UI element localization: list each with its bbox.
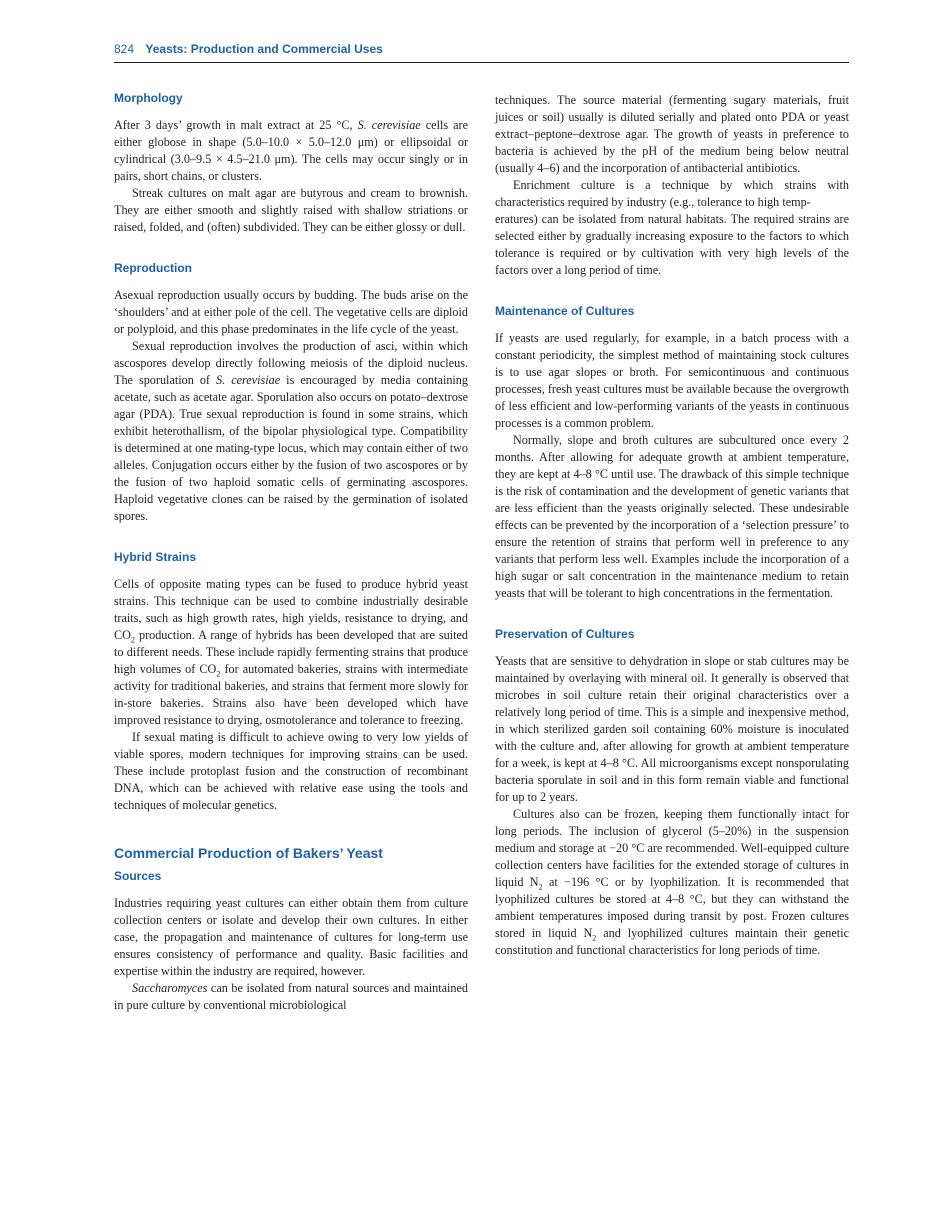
morphology-heading: Morphology — [114, 91, 183, 105]
sources-continued-paragraph: techniques. The source material (fermenting sugary materials, fruit juices or soil) usually is diluted serially and plated onto PDA or yeast extract–peptone–dextrose agar. The growth of yeasts in preference to bacteria is achieved by the pH of the medium being below neutral (usually 4–6) and the incorporation of antibacterial antibiotics. — [495, 93, 849, 175]
running-title: Yeasts: Production and Commercial Uses — [145, 42, 383, 56]
maintenance-heading: Maintenance of Cultures — [495, 304, 635, 318]
maintenance-paragraph-2: Normally, slope and broth cultures are subcultured once every 2 months. After allowing for adequate growth at ambient temperature, they are kept at 4–8 °C until use. The drawback of this simple technique is the risk of contamination and the development of genetic variants that are less efficient than the yeasts originally selected. These undesirable effects can be prevented by the incorporation of a ‘selection pressure’ to ensure the retention of strains that perform well in preference to any variants that perform less well. Examples include the incorporation of a high sugar or salt concentration in the maintenance medium to retain yeasts that will be tolerant to high concentrations in the fermentation. — [495, 433, 849, 600]
morphology-paragraph-1: After 3 days’ growth in malt extract at 25 °C, S. cerevisiae cells are either globose in shape (5.0–10.0 × 5.0–12.0 μm) or ellipsoidal or cylindrical (3.0–9.5 × 4.5–21.0 μm). The cells may occur singly or in pairs, short chains, or clusters. — [114, 118, 469, 183]
hybrid-strains-heading: Hybrid Strains — [114, 550, 197, 564]
morphology-paragraph-2: Streak cultures on malt agar are butyrous and cream to brownish. They are either smooth and slightly raised with shallow striations or raised, folded, and (often) subdivided. They can be either glossy or dull. — [114, 186, 468, 234]
reproduction-paragraph-2: Sexual reproduction involves the production of asci, within which ascospores develop directly following meiosis of the diploid nucleus. The sporulation of S. cerevisiae is encouraged by media containing acetate, such as acetate agar. Sporulation also occurs on potato–dextrose agar (PDA). True sexual reproduction is found in some strains, which exhibit heterothallism, of the bipolar physiological type. Compatibility is determined at one mating-type locus, which may contain either of two alleles. Conjugation occurs either by the fusion of two ascospores or by the fusion of two haploid somatic cells of germinating ascospores. Haploid vegetative clones can be raised by the germination of isolated spores. — [114, 339, 468, 523]
sources-heading: Sources — [114, 869, 162, 883]
reproduction-paragraph-1: Asexual reproduction usually occurs by budding. The buds arise on the ‘shoulders’ and at either pole of the cell. The vegetative cells are diploid or polyploid, and this phase predominates in the life cycle of the yeast. — [114, 288, 468, 336]
commercial-production-heading: Commercial Production of Bakers’ Yeast — [114, 845, 383, 861]
hybrid-paragraph-1: Cells of opposite mating types can be fused to produce hybrid yeast strains. This technique can be used to combine industrially desirable traits, such as high growth rates, high yields, resistance to drying, and $CO_2$ production. A range of hybrids has been developed that are suited to different needs. These include rapidly fermenting strains that produce high volumes of $CO_2$ for automated bakeries, strains with intermediate activity for traditional bakeries, and strains that ferment more slowly for in-store bakeries. Strains also have been developed which have improved resistance to drying, osmotolerance and tolerance to freezing. — [114, 577, 468, 727]
right-column — [495, 92, 849, 959]
preservation-paragraph-1: Yeasts that are sensitive to dehydration in slope or stab cultures may be maintained by overlaying with mineral oil. It generally is observed that microbes in soil culture retain their original characteristics over a relatively long period of time. This is a simple and inexpensive method, in which sterilized garden soil containing 60% moisture is inoculated with the culture and, after allowing for growth at ambient temperature for a week, is kept at 4–8 °C. All microorganisms except nonsporulating bacteria sporulate in soil and in this form remain viable and functional for up to 2 years. — [495, 654, 849, 804]
enrichment-paragraph: Enrichment culture is a technique by which strains with characteristics required by industry (e.g., tolerance to high temp- eratures) can be isolated from natural habitats. The required strains are selected either by gradually increasing exposure to the factors to which tolerance is required or by cultivation with very high levels of the factors over a long period of time. — [495, 178, 849, 277]
reproduction-heading: Reproduction — [114, 261, 192, 275]
sources-paragraph-1: Industries requiring yeast cultures can either obtain them from culture collection centers or isolate and develop their own cultures. In either case, the propagation and maintenance of cultures for long-term use ensures consistency of performance and quality. Basic facilities and expertise within the industry are required, however. — [114, 896, 468, 978]
left-column — [114, 90, 468, 1014]
preservation-paragraph-2: Cultures also can be frozen, keeping them functionally intact for long periods. The inclusion of glycerol (5–20%) in the suspension medium and storage at −20 °C are recommended. Well-equipped culture collection centers have facilities for the extended storage of cultures in liquid $N_2$ at −196 °C or by lyophilization. It is recommended that lyophilized cultures be stored at 4–8 °C, but they can withstand the ambient temperatures imposed during transit by post. Frozen cultures stored in liquid $N_2$ and lyophilized cultures maintain their genetic constitution and functional characteristics for long periods of time. — [495, 807, 849, 957]
sources-paragraph-2: Saccharomyces can be isolated from natural sources and maintained in pure culture by conventional microbiological — [114, 981, 468, 1012]
running-header — [114, 42, 849, 63]
page-number: 824 — [114, 42, 135, 56]
hybrid-paragraph-2: If sexual mating is difficult to achieve owing to very low yields of viable spores, modern techniques for improving strains can be used. These include protoplast fusion and the construction of recombinant DNA, which can be achieved with relative ease using the tools and techniques of molecular genetics. — [114, 730, 468, 812]
maintenance-paragraph-1: If yeasts are used regularly, for example, in a batch process with a constant periodicity, the simplest method of maintaining stock cultures is to use agar slopes or broth. For semicontinuous and continuous processes, fresh yeast cultures must be available because the overgrowth of less efficient and low-performing variants of the yeasts in continuous processes is a common problem. — [495, 331, 849, 430]
preservation-heading: Preservation of Cultures — [495, 627, 635, 641]
